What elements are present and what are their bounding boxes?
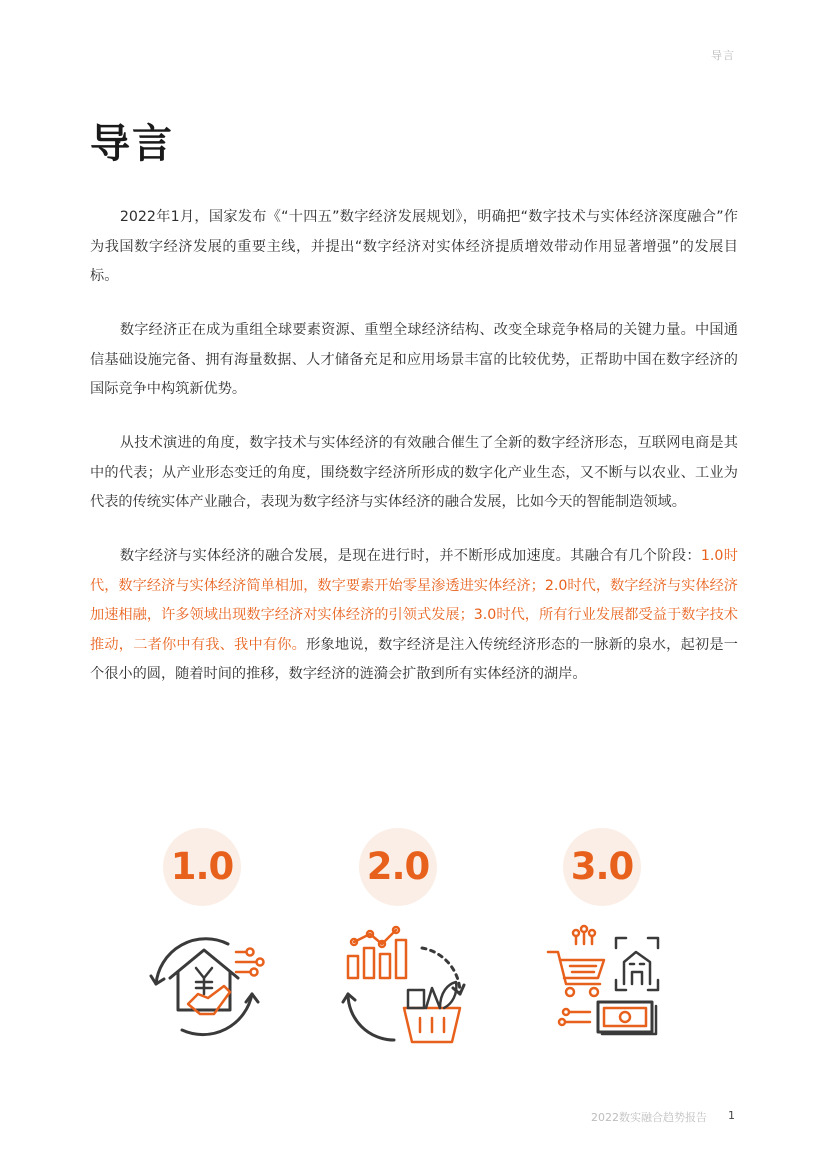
paragraph-text: 形象地说，数字经济是注入传统经济形态的一脉新的泉水，起初是一个很小的圆，随着时间的推移，数字经济的涟漪会扩散到所有实体经济的湖岸。 xyxy=(90,636,738,682)
paragraph-text: 2022年1月，国家发布《“十四五”数字经济发展规划》，明确把“数字技术与实体经济深度融合”作为我国数字经济发展的重要主线，并提出“数字经济对实体经济提质增效带动作用显著增强”的发展目标。 xyxy=(90,209,738,284)
page-title: 导言 xyxy=(90,121,174,167)
stage-3-0 xyxy=(535,826,675,1056)
stage-label: 2.0 xyxy=(366,845,430,888)
paragraph-text: 数字经济正在成为重组全球要素资源、重塑全球经济结构、改变全球竞争格局的关键力量。中国通信基础设施完备、拥有海量数据、人才储备充足和应用场景丰富的比较优势，正帮助中国在数字经济的国际竞争中构筑新优势。 xyxy=(90,322,738,397)
stage-label: 1.0 xyxy=(170,845,234,888)
stage-badge xyxy=(163,828,241,906)
stage-badge xyxy=(563,828,641,906)
chart-basket-cycle-icon xyxy=(336,922,466,1052)
body-text xyxy=(90,203,738,714)
highlighted-text: 1.0时代，数字经济与实体经济简单相加，数字要素开始零星渗透进实体经济；2.0时代，数字经济与实体经济加速相融，许多领域出现数字经济对实体经济的引领式发展；3.0时代，所有行业发展都受益于数字技术推动，二者你中有我、我中有你。 xyxy=(90,548,738,653)
paragraph-text: 数字经济与实体经济的融合发展，是现在进行时，并不断形成加速度。其融合有几个阶段： xyxy=(119,548,701,564)
paragraph xyxy=(90,542,738,690)
house-yuan-cycle-icon xyxy=(140,922,270,1052)
cart-building-cash-icon xyxy=(540,922,670,1052)
stage-2-0 xyxy=(331,826,471,1056)
paragraph xyxy=(90,316,738,405)
stage-badge xyxy=(359,828,437,906)
stage-label: 3.0 xyxy=(570,845,634,888)
page-number: 1 xyxy=(728,1109,735,1122)
paragraph xyxy=(90,429,738,518)
footer-report-title: 2022数实融合趋势报告 xyxy=(591,1111,707,1124)
section-header-label: 导言 xyxy=(711,49,735,62)
stage-1-0 xyxy=(135,826,275,1056)
paragraph-text: 从技术演进的角度，数字技术与实体经济的有效融合催生了全新的数字经济形态，互联网电商是其中的代表；从产业形态变迁的角度，围绕数字经济所形成的数字化产业生态，又不断与以农业、工业为代表的传统实体产业融合，表现为数字经济与实体经济的融合发展，比如今天的智能制造领域。 xyxy=(90,435,738,510)
paragraph xyxy=(90,203,738,292)
